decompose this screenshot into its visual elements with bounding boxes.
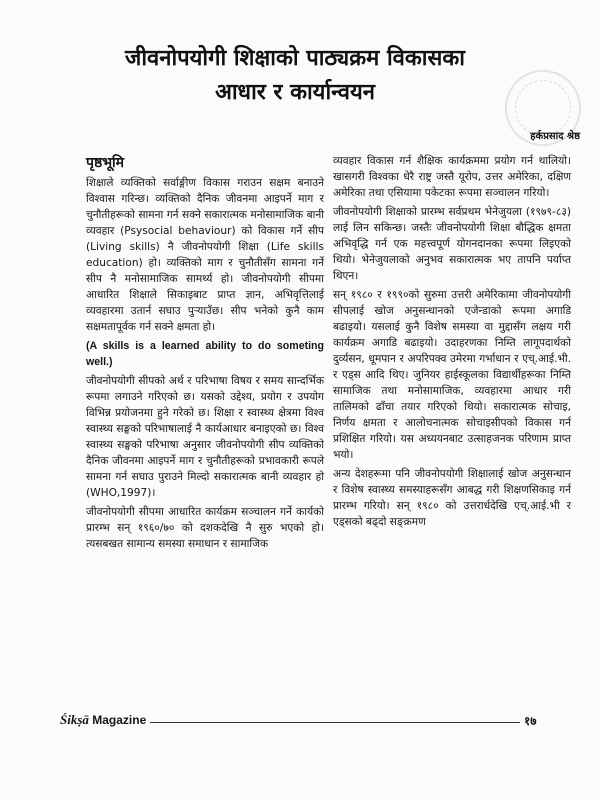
left-paragraph-2: जीवनोपयोगी सीपको अर्थ र परिभाषा विषय र समय सान्दर्भिक रूपमा लगाउने गरिएको छ। यसको उद्देश्य, प्रयोग र उपयोग विभिन्न प्रयोजनमा हुने गरेको छ। शिक्षा र स्वास्थ्य क्षेत्रमा विश्व स्वास्थ्य सङ्घको परिभाषालाई नै कार्यआधार बनाइएको छ। विश्व स्वास्थ्य सङ्घको परिभाषा अनुसार जीवनोपयोगी सीप व्यक्तिको दैनिक जीवनमा आइपर्ने माग र चुनौतीहरूको प्रभावकारी रूपले सामना गर्न सघाउ पुराउने मिल्दो सकारात्मक बानी व्यवहार हो (WHO,1997)। (86, 375, 324, 499)
right-paragraph-1: व्यवहार विकास गर्न शैक्षिक कार्यक्रममा प्रयोग गर्न थालियो। खासगरी विश्वका धेरै राष्ट्र जस्तै यूरोप, उत्तर अमेरिका, दक्षिण अमेरिका तथा एसियामा पकेटका रूपमा सञ्चालन गरियो। (333, 155, 571, 199)
footer-brand-italic: Śikṣā (60, 712, 89, 727)
page-number: १७ (520, 712, 536, 729)
left-paragraph-3: जीवनोपयोगी सीपमा आधारित कार्यक्रम सञ्चालन गर्ने कार्यको प्रारम्भ सन् १९६०/७० को दशकदेखि नै सुरु भएको हो। त्यसबखत सामान्य समस्या समाधान र सामाजिक (86, 506, 324, 550)
article-title-line1: जीवनोपयोगी शिक्षाको पाठ्यक्रम विकासका (125, 46, 465, 71)
footer-brand-text: Magazine (92, 713, 147, 727)
right-paragraph-4: अन्य देशहरूमा पनि जीवनोपयोगी शिक्षालाई खोज अनुसन्धान र विशेष स्वास्थ्य समस्याहरूसँग आबद्ध गरी शिक्षणसिकाइ गर्न प्रारम्भ गरियो। सन् १९८० को उत्तरार्धदेखि एच्.आई.भी र एड्सको बढ्दो सङ्क्रमण (333, 468, 571, 528)
section-heading: पृष्ठभूमि (86, 155, 125, 171)
left-column (86, 153, 324, 555)
right-paragraph-3: सन् १९८० र १९९०को सुरुमा उत्तरी अमेरिकामा जीवनोपयोगी सीपलाई खोज अनुसन्धानको एजेन्डाको रूपमा अगाडि बढाइयो। यसलाई कुनै विशेष समस्या वा मुद्दासँग लक्षय गरी कार्यक्रम अगाडि बढाइयो। उदाहरणका निम्ति लागूपदार्थको दुर्व्यसन, धूमपान र अपरिपक्व उमेरमा गर्भाधान र एच्.आई.भी. र एड्स आदि थिए। जुनियर हाईस्कूलका विद्यार्थीहरूका निम्ति सामाजिक तथा मनोसामाजिक, व्यवहारमा आधार गरी तालिमको ढाँचा तयार गरिएको थियो। सकारात्मक सोचाइ, निर्णय क्षमता र आलोचनात्मक सोचाइसीपको विकास गर्न प्रशिक्षित गरियो। यस अध्ययनबाट उत्साहजनक परिणाम प्राप्त भयो। (333, 289, 571, 461)
author-name: हर्कप्रसाद श्रेष्ठ (530, 131, 580, 142)
right-column (333, 153, 571, 533)
left-paragraph-1: शिक्षाले व्यक्तिको सर्वाङ्गीण विकास गराउन सक्षम बनाउने विश्वास गरिन्छ। व्यक्तिको दैनिक जीवनमा आइपर्ने माग र चुनौतीहरूको सामना गर्न सक्ने सकारात्मक मनोसामाजिक बानी व्यवहार (Psysocial behaviour) को विकास गर्ने सीप (Living skills) नै जीवनोपयोगी शिक्षा (Life skills education) हो। व्यक्तिको माग र चुनौतीसँग सामना गर्ने सीप नै मनोसामाजिक सामर्थ्य हो। जीवनोपयोगी सीपमा आधारित शिक्षाले सिकाइबाट प्राप्त ज्ञान, अभिवृत्तिलाई व्यवहारमा उतार्न सघाउ पुऱ्याउँछ। सीप भनेको कुनै काम सक्षमतापूर्वक गर्न सक्ने क्षमता हो। (86, 177, 324, 333)
footer-rule (112, 722, 522, 723)
footer-brand (60, 712, 150, 728)
english-quote: (A skills is a learned ability to do someting well.) (86, 340, 324, 368)
article-title-line2: आधार र कार्यान्वयन (215, 80, 375, 105)
right-paragraph-2: जीवनोपयोगी शिक्षाको प्रारम्भ सर्वप्रथम भेनेजुयला (१९७९-८३) लाई लिन सकिन्छ। जस्तैः जीवनोपयोगी शिक्षा बौद्धिक क्षमता अभिवृद्धि गर्न एक महत्त्वपूर्ण योगनदानका रूपमा लिइएको थियो। भेनेजुयलाको अनुभव सकारात्मक भए तापनि पर्याप्त थिएन। (333, 206, 571, 282)
